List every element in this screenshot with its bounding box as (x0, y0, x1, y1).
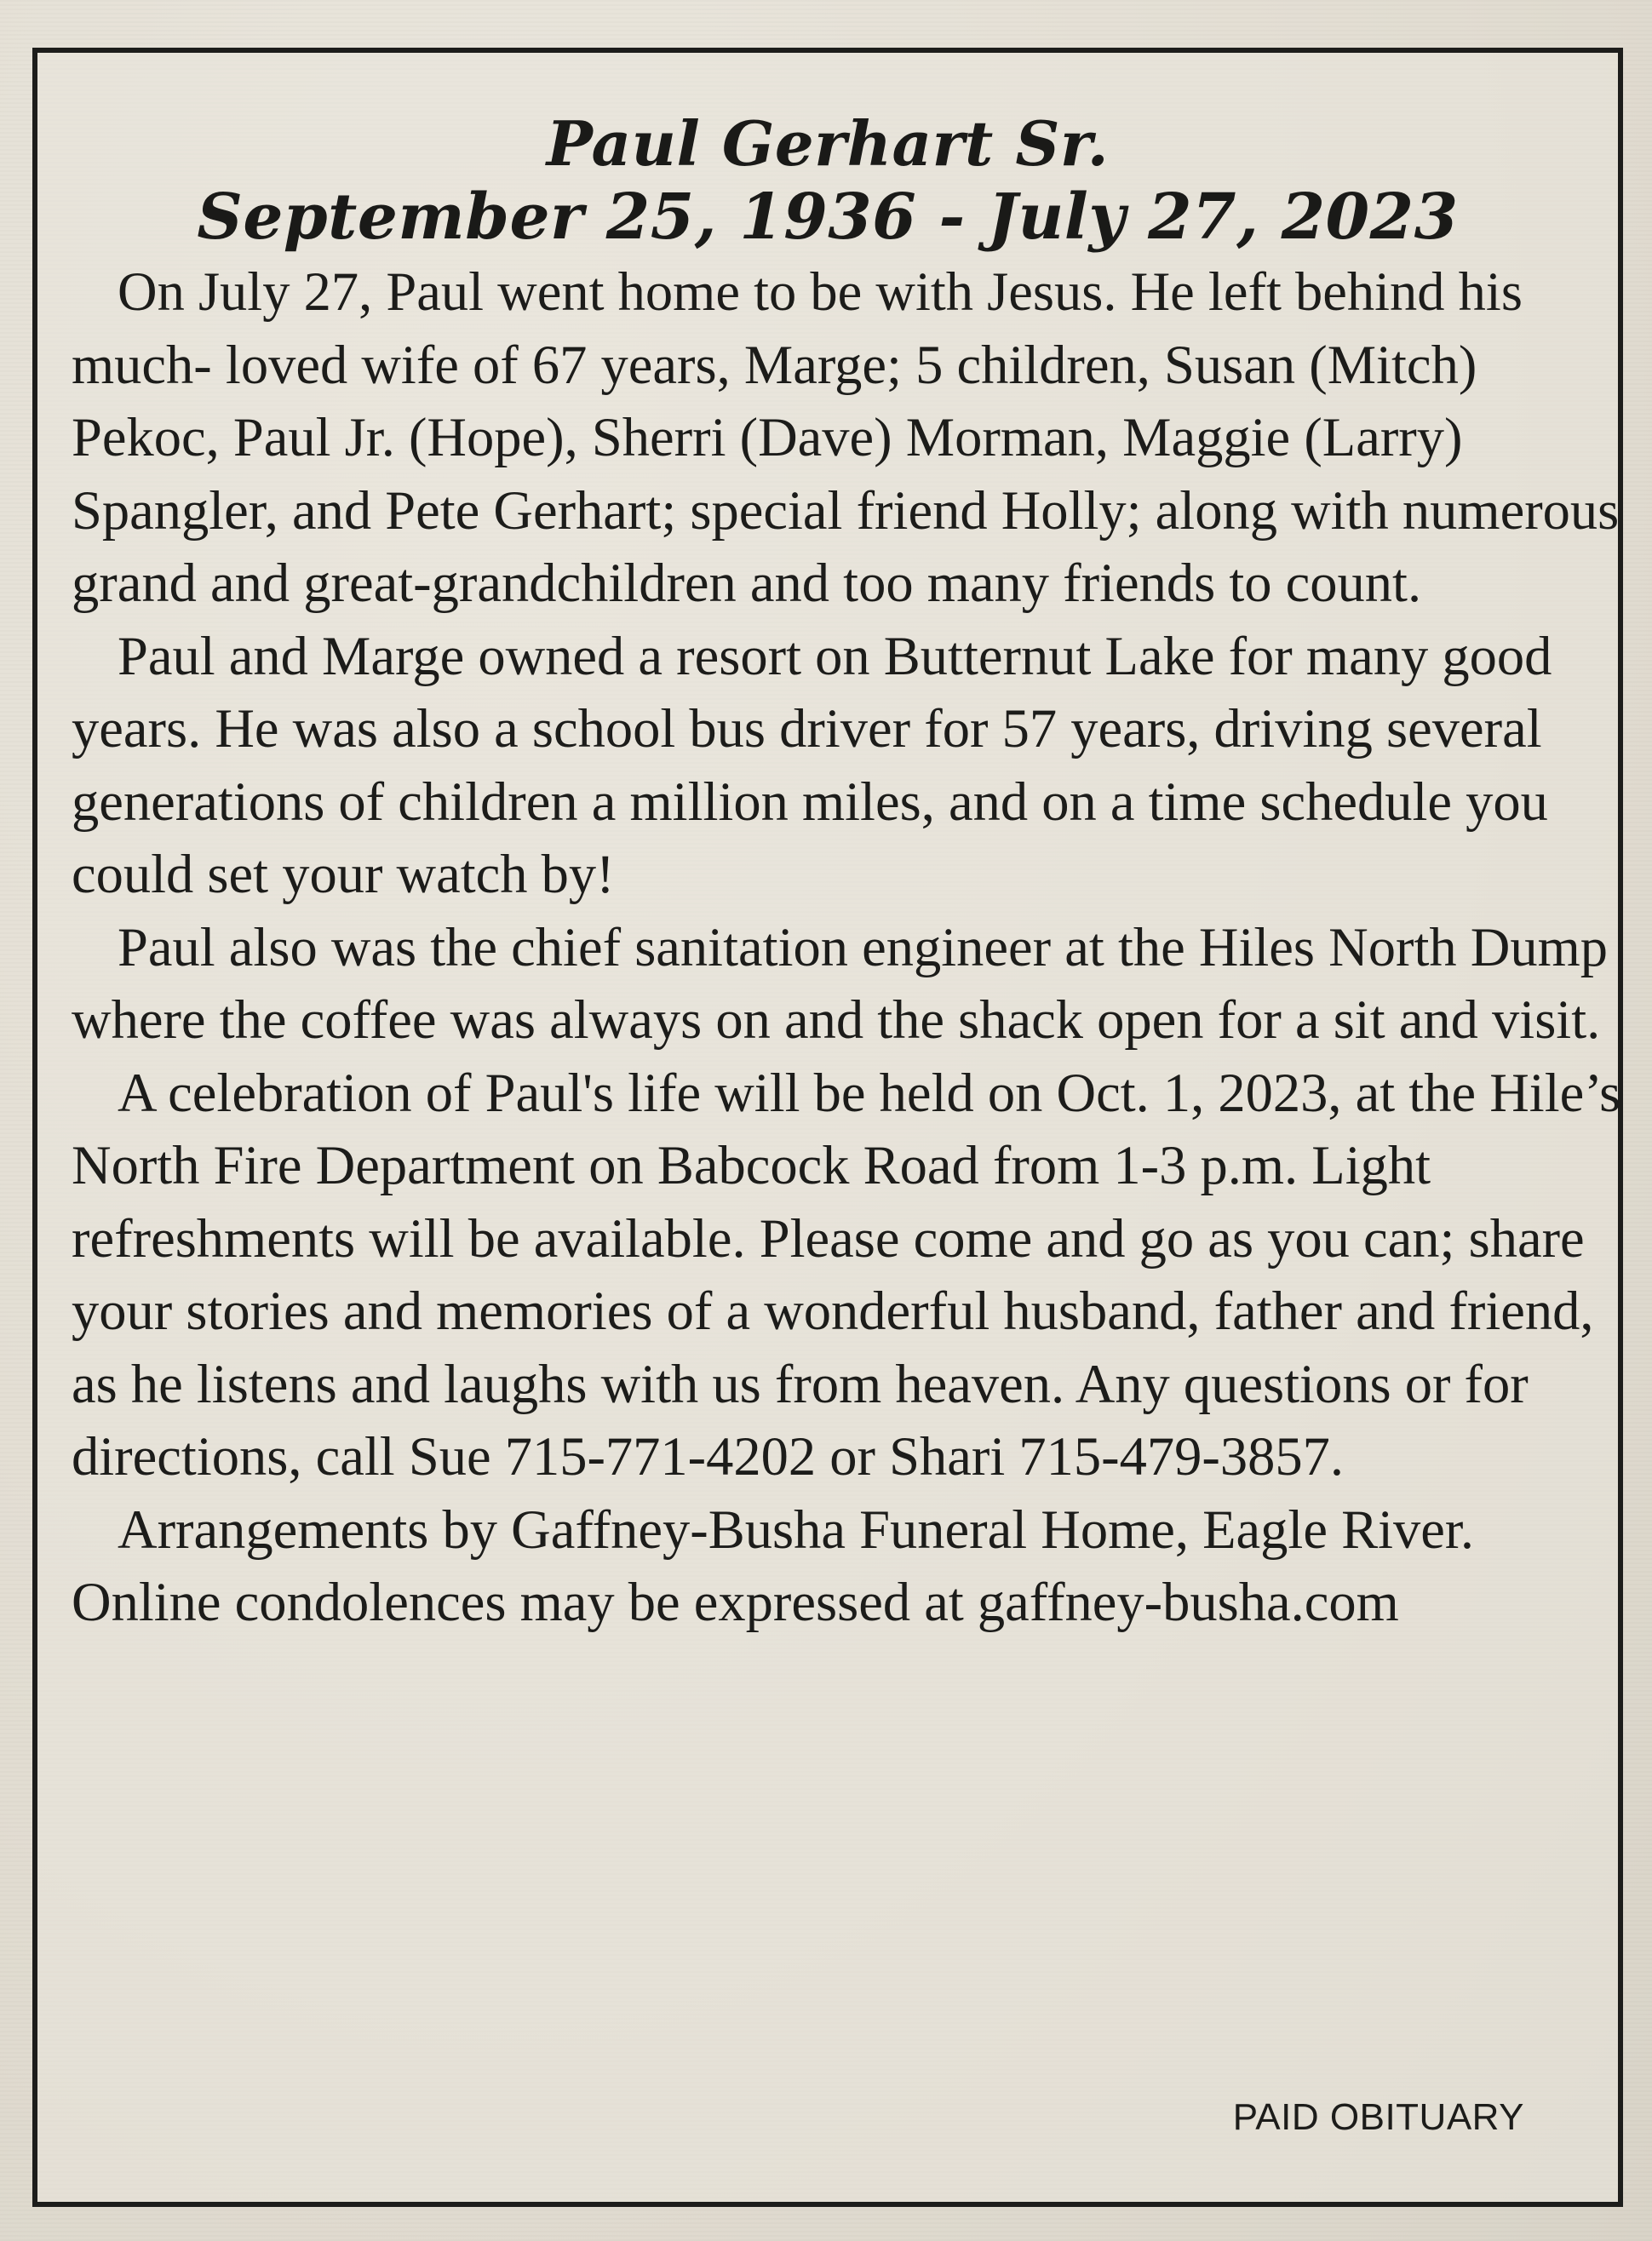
paragraph-arrangements: Arrangements by Gaffney-Busha Funeral Home, Eagle River. Online condolences may be expressed at gaffney-busha.com (72, 1499, 1474, 1632)
paragraph-career: Paul and Marge owned a resort on Butternut Lake for many good years. He was also a school bus driver for 57 years, driving several generations of children a million miles, and on a time schedule you could set your watch by! (72, 625, 1552, 904)
obituary-box (32, 48, 1623, 2207)
paragraph-dump: Paul also was the chief sanitation engineer at the Hiles North Dump where the coffee was always on and the shack open for a sit and visit. (72, 916, 1609, 1050)
paragraph-celebration: A celebration of Paul's life will be held on Oct. 1, 2023, at the Hile’s North Fire Department on Babcock Road from 1-3 p.m. Light refreshments will be available. Please come and go as you can; share your stories and memories of a wonderful husband, father and friend, as he listens and laughs with us from heaven. Any questions or for directions, call Sue 715-771-4202 or Shari 715-479-3857. (72, 1062, 1621, 1487)
paid-obituary-label: PAID OBITUARY (1232, 2096, 1524, 2138)
obituary-name: Paul Gerhart Sr. (546, 107, 1110, 180)
paragraph-survivors: On July 27, Paul went home to be with Jesus. He left behind his much- loved wife of 67 years, Marge; 5 children, Susan (Mitch) Pekoc, Paul Jr. (Hope), Sherri (Dave) Morman, Maggie (Larry) Spangler, and Pete Gerhart; special friend Holly; along with numerous grand and great-grandchildren and too many friends to count. (72, 261, 1620, 613)
obituary-body (72, 255, 1630, 1639)
obituary-dates: September 25, 1936 - July 27, 2023 (197, 181, 1459, 254)
